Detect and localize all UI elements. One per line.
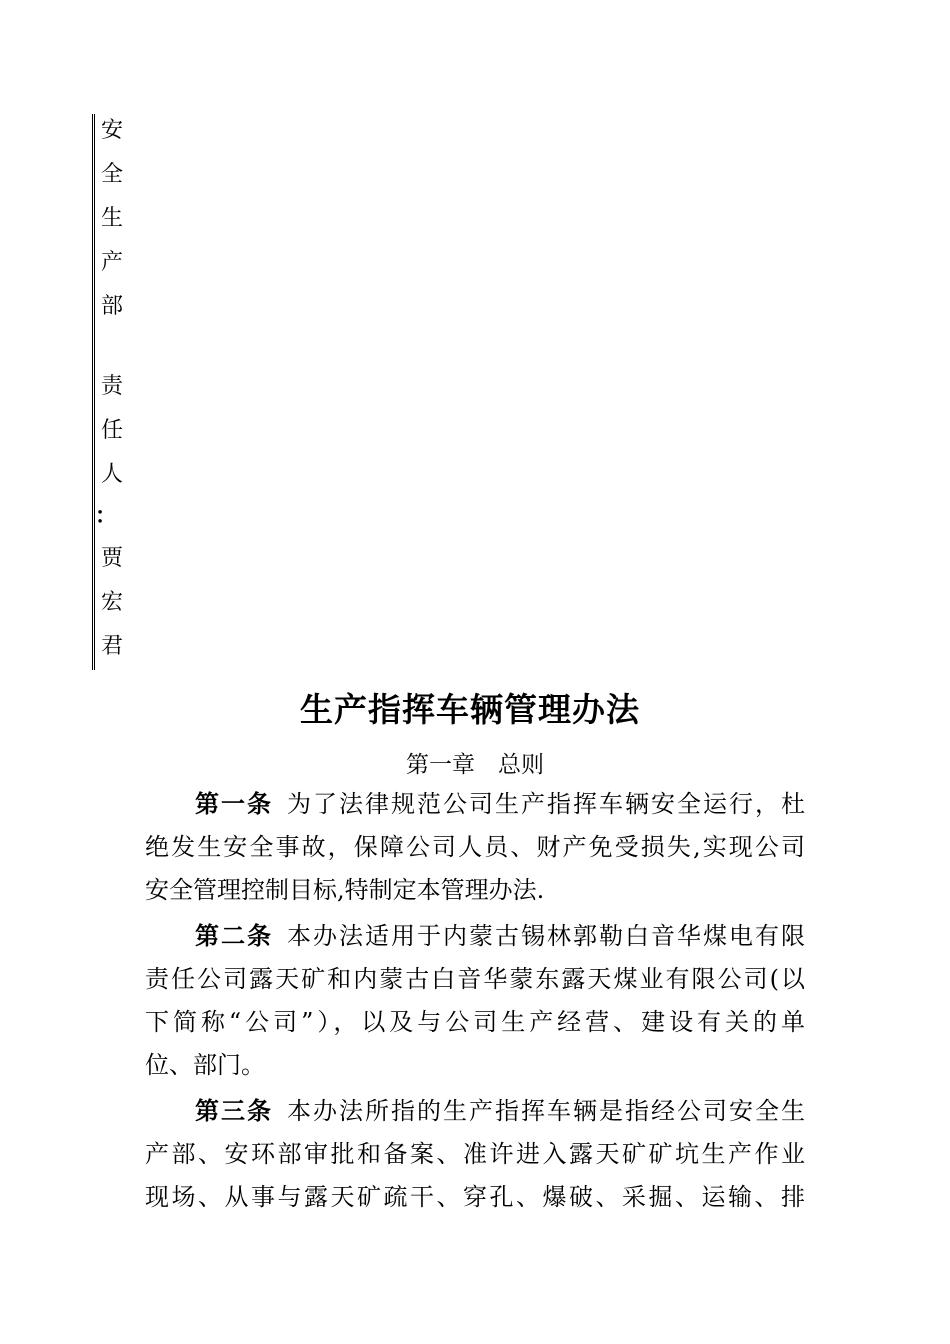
side-char: 安 xyxy=(101,118,124,143)
side-char: 贾 xyxy=(101,546,124,571)
article-label: 第三条 xyxy=(195,1097,273,1125)
side-char: 任 xyxy=(101,418,124,443)
article-3-line-2: 产部、安环部审批和备案、准许进入露天矿矿坑生产作业 xyxy=(145,1140,805,1168)
article-label: 第一条 xyxy=(195,790,273,818)
side-char: 产 xyxy=(101,250,124,275)
side-char: 宏 xyxy=(101,590,124,615)
chapter-heading: 第一章 总则 xyxy=(406,752,544,778)
article-3-line-1 xyxy=(195,1096,805,1126)
article-1-line-1 xyxy=(195,789,805,819)
side-char: 责 xyxy=(101,374,124,399)
article-label: 第二条 xyxy=(195,922,273,950)
article-2-line-4: 位、部门。 xyxy=(145,1051,265,1079)
side-char: 生 xyxy=(101,206,124,231)
article-3-line-3: 现场、从事与露天矿疏干、穿孔、爆破、采掘、运输、排 xyxy=(145,1183,805,1211)
article-text: 为了法律规范公司生产指挥车辆安全运行，杜 xyxy=(287,790,805,818)
side-char: 人 xyxy=(101,462,124,487)
responsibility-box xyxy=(92,114,123,670)
article-2-line-1 xyxy=(195,921,805,951)
document-title: 生产指挥车辆管理办法 xyxy=(300,690,640,729)
article-1-line-3: 安全管理控制目标,特制定本管理办法. xyxy=(145,876,545,904)
article-text: 本办法所指的生产指挥车辆是指经公司安全生 xyxy=(287,1097,805,1125)
side-char: 全 xyxy=(101,162,124,187)
side-char: ： xyxy=(95,504,118,529)
side-char: 部 xyxy=(101,294,124,319)
article-2-line-3: 下简称“公司”），以及与公司生产经营、建设有关的单 xyxy=(145,1008,805,1036)
article-1-line-2: 绝发生安全事故，保障公司人员、财产免受损失,实现公司 xyxy=(145,833,805,861)
side-char: 君 xyxy=(101,634,124,659)
article-2-line-2: 责任公司露天矿和内蒙古白音华蒙东露天煤业有限公司(以 xyxy=(145,965,805,993)
article-text: 本办法适用于内蒙古锡林郭勒白音华煤电有限 xyxy=(287,922,805,950)
